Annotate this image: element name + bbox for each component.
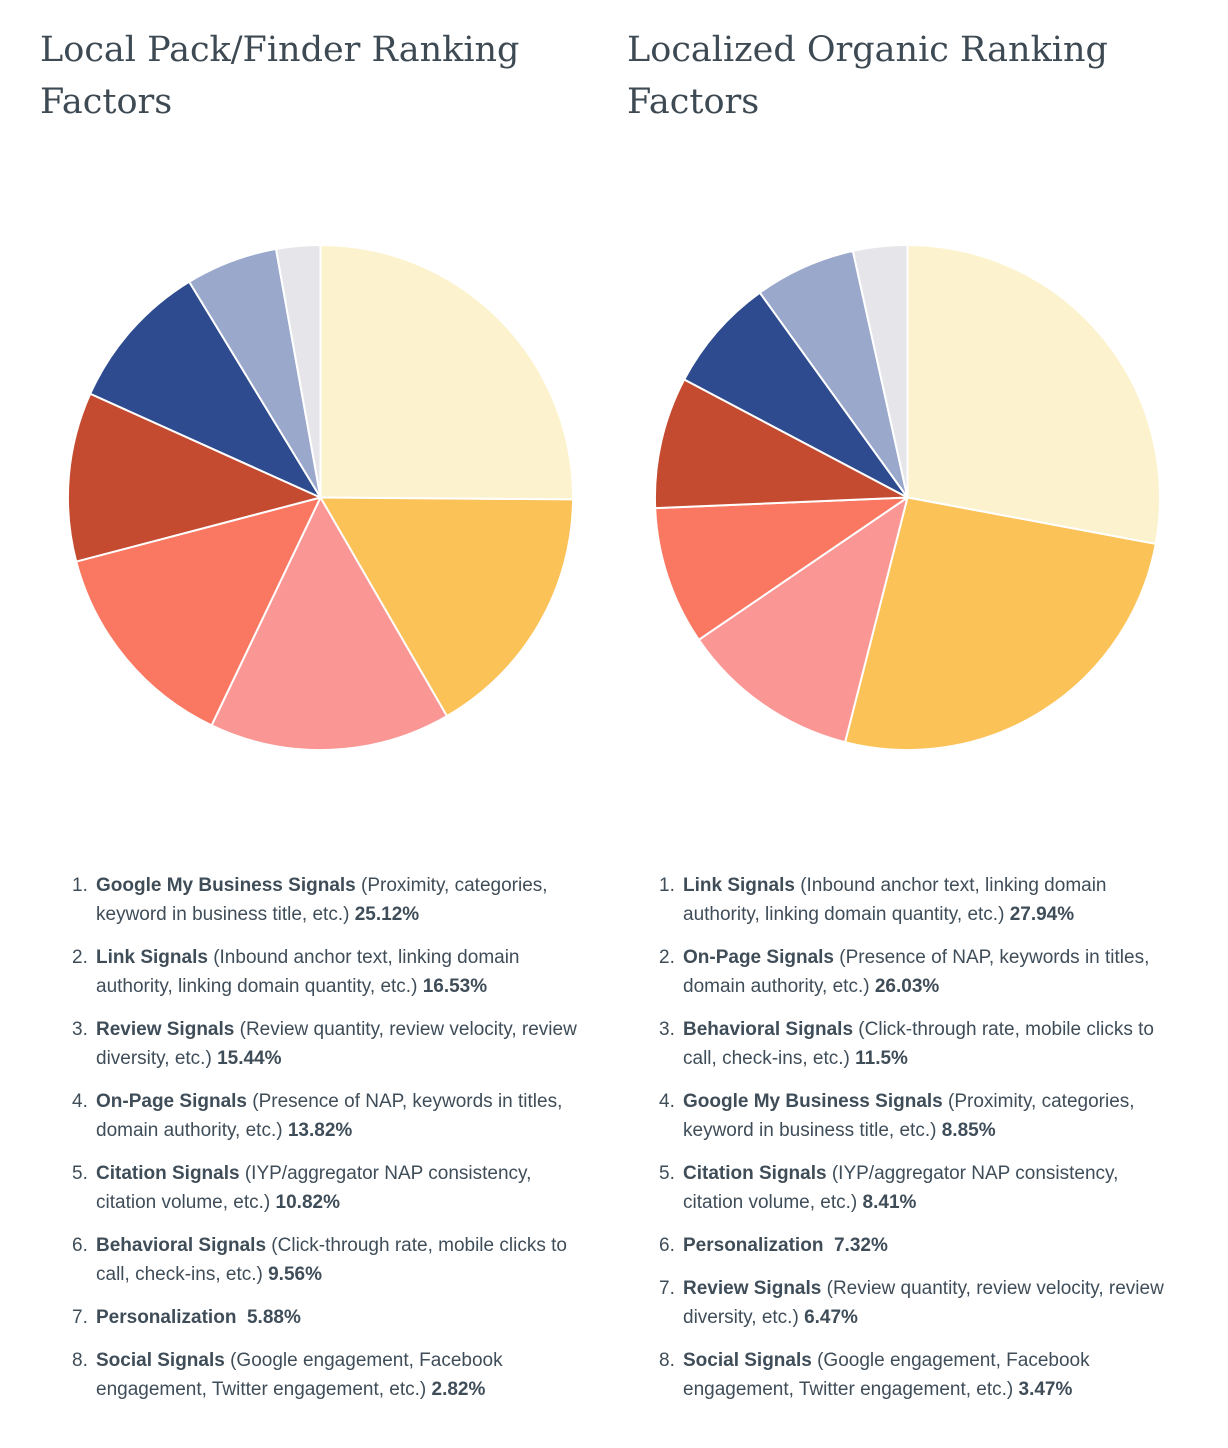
- list-item: [72, 1087, 601, 1145]
- factor-detail: (Google engagement, Facebook engagement, Twitter engagement, etc.): [683, 1350, 1090, 1400]
- list-item-text: [96, 1087, 601, 1145]
- localized-organic-column: [627, 0, 1188, 1418]
- factor-percent: 2.82%: [431, 1379, 486, 1400]
- factor-percent: 11.5%: [855, 1048, 908, 1069]
- factor-detail: (Review quantity, review velocity, review diversity, etc.): [683, 1278, 1164, 1328]
- localized-organic-pie-chart: [627, 240, 1188, 755]
- factor-detail: (Presence of NAP, keywords in titles, domain authority, etc.): [96, 1091, 563, 1141]
- factor-detail: [823, 1235, 834, 1256]
- list-item-number: 7.: [659, 1278, 675, 1299]
- list-item: [72, 1303, 601, 1332]
- factor-name: Review Signals: [683, 1278, 822, 1299]
- factor-name: Link Signals: [683, 875, 795, 896]
- pie-slice: [321, 245, 574, 499]
- list-item-text: [683, 1346, 1188, 1404]
- list-item: [72, 1159, 601, 1217]
- factor-name: On-Page Signals: [683, 947, 834, 968]
- list-item-number: 3.: [659, 1019, 675, 1040]
- factor-detail: (IYP/aggregator NAP consistency, citation volume, etc.): [683, 1163, 1119, 1213]
- list-item-text: [96, 1015, 601, 1073]
- factor-percent: 15.44%: [217, 1048, 282, 1069]
- list-item: [659, 871, 1188, 929]
- local-pack-column: [40, 0, 601, 1418]
- localized-organic-chart-title: Localized Organic Ranking Factors: [627, 30, 1108, 122]
- list-item-text: [96, 1159, 601, 1217]
- localized-organic-pie-svg: [650, 240, 1165, 755]
- list-item: [659, 1015, 1188, 1073]
- factor-percent: 25.12%: [354, 904, 420, 925]
- local-pack-factor-list: [40, 871, 601, 1404]
- list-item-number: 1.: [72, 875, 88, 896]
- factor-name: Google My Business Signals: [683, 1091, 943, 1112]
- list-item-text: [683, 1159, 1188, 1217]
- factor-name: Social Signals: [683, 1350, 812, 1371]
- list-item: [72, 1015, 601, 1073]
- list-item: [72, 1346, 601, 1404]
- factor-name: Social Signals: [96, 1350, 225, 1371]
- list-item-text: [96, 1346, 601, 1404]
- list-item-text: [683, 1231, 1188, 1260]
- list-item-text: [683, 1087, 1188, 1145]
- factor-name: Behavioral Signals: [96, 1235, 267, 1256]
- factor-name: Citation Signals: [683, 1163, 827, 1184]
- list-item-text: [96, 1303, 601, 1332]
- factor-name: Personalization: [96, 1307, 237, 1328]
- list-item-number: 8.: [659, 1350, 675, 1371]
- list-item-text: [683, 1274, 1188, 1332]
- factor-percent: 26.03%: [874, 976, 940, 997]
- factor-percent: 27.94%: [1009, 904, 1075, 925]
- factor-percent: 13.82%: [287, 1120, 353, 1141]
- factor-percent: 10.82%: [275, 1192, 340, 1213]
- factor-detail: (Proximity, categories, keyword in business title, etc.): [683, 1091, 1135, 1141]
- list-item: [72, 1231, 601, 1289]
- factor-detail: (Review quantity, review velocity, review diversity, etc.): [96, 1019, 577, 1069]
- list-item-number: 8.: [72, 1350, 88, 1371]
- factor-detail: [236, 1307, 247, 1328]
- factor-detail: (Proximity, categories, keyword in business title, etc.): [96, 875, 548, 925]
- factor-detail: (Google engagement, Facebook engagement, Twitter engagement, etc.): [96, 1350, 503, 1400]
- list-item-number: 1.: [659, 875, 675, 896]
- factor-detail: (Click-through rate, mobile clicks to call, check-ins, etc.): [683, 1019, 1154, 1069]
- list-item-number: 6.: [72, 1235, 88, 1256]
- local-pack-pie-chart: [40, 240, 601, 755]
- list-item-text: [96, 1231, 601, 1289]
- list-item-number: 6.: [659, 1235, 675, 1256]
- factor-percent: 9.56%: [268, 1264, 322, 1285]
- list-item: [659, 1159, 1188, 1217]
- localized-organic-factor-list: [627, 871, 1188, 1404]
- list-item: [659, 1231, 1188, 1260]
- local-pack-pie-svg: [63, 240, 578, 755]
- factor-name: Google My Business Signals: [96, 875, 356, 896]
- list-item-text: [683, 1015, 1188, 1073]
- list-item-text: [683, 943, 1188, 1001]
- list-item: [72, 871, 601, 929]
- local-pack-chart-title: Local Pack/Finder Ranking Factors: [40, 30, 520, 122]
- factor-name: Behavioral Signals: [683, 1019, 854, 1040]
- list-item: [659, 1346, 1188, 1404]
- factor-name: Citation Signals: [96, 1163, 240, 1184]
- list-item-number: 3.: [72, 1019, 88, 1040]
- list-item-number: 2.: [72, 947, 88, 968]
- factor-percent: 7.32%: [833, 1235, 888, 1256]
- factor-detail: (Click-through rate, mobile clicks to call, check-ins, etc.): [96, 1235, 567, 1285]
- list-item-number: 2.: [659, 947, 675, 968]
- list-item-text: [96, 871, 601, 929]
- factor-percent: 8.85%: [941, 1120, 996, 1141]
- factor-percent: 6.47%: [804, 1307, 858, 1328]
- list-item-number: 4.: [72, 1091, 88, 1112]
- factor-name: On-Page Signals: [96, 1091, 247, 1112]
- list-item-text: [96, 943, 601, 1001]
- factor-percent: 8.41%: [862, 1192, 917, 1213]
- pie-slice: [908, 245, 1161, 544]
- factor-name: Review Signals: [96, 1019, 235, 1040]
- list-item-number: 5.: [72, 1163, 88, 1184]
- factor-percent: 5.88%: [246, 1307, 301, 1328]
- list-item-number: 5.: [659, 1163, 675, 1184]
- factor-detail: (IYP/aggregator NAP consistency, citation volume, etc.): [96, 1163, 532, 1213]
- list-item: [72, 943, 601, 1001]
- factor-percent: 3.47%: [1018, 1379, 1073, 1400]
- factor-detail: (Presence of NAP, keywords in titles, domain authority, etc.): [683, 947, 1150, 997]
- factor-percent: 16.53%: [422, 976, 488, 997]
- factor-detail: (Inbound anchor text, linking domain authority, linking domain quantity, etc.): [96, 947, 520, 997]
- list-item-text: [683, 871, 1188, 929]
- list-item: [659, 1087, 1188, 1145]
- factor-name: Personalization: [683, 1235, 824, 1256]
- factor-name: Link Signals: [96, 947, 208, 968]
- list-item: [659, 1274, 1188, 1332]
- list-item-number: 7.: [72, 1307, 88, 1328]
- factor-detail: (Inbound anchor text, linking domain authority, linking domain quantity, etc.): [683, 875, 1107, 925]
- list-item-number: 4.: [659, 1091, 675, 1112]
- list-item: [659, 943, 1188, 1001]
